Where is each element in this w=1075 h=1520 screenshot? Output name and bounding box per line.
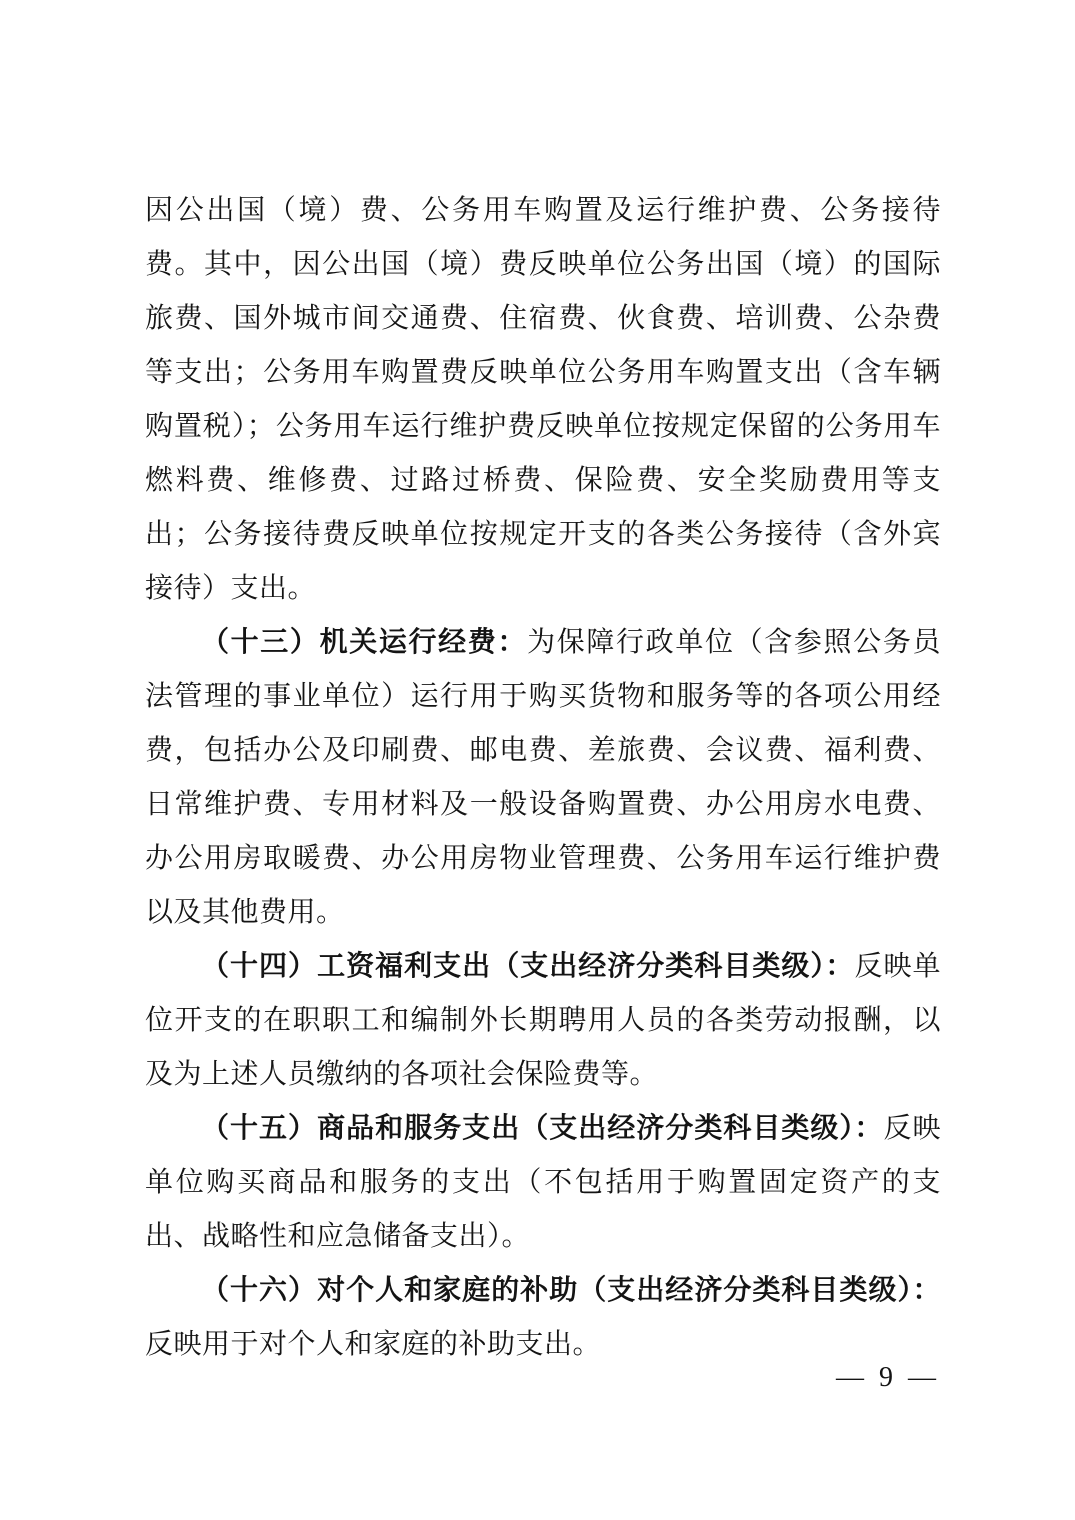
paragraph-item-14 <box>145 940 941 1102</box>
page-body-text <box>145 184 941 1372</box>
paragraph-item-15 <box>145 1102 941 1264</box>
paragraph-text: 因公出国（境）费、公务用车购置及运行维护费、公务接待费。其中，因公出国（境）费反映单位公务出国（境）的国际旅费、国外城市间交通费、住宿费、伙食费、培训费、公杂费等支出；公务用车购置费反映单位公务用车购置支出（含车辆购置税）；公务用车运行维护费反映单位按规定保留的公务用车燃料费、维修费、过路过桥费、保险费、安全奖励费用等支出；公务接待费反映单位按规定开支的各类公务接待（含外宾接待）支出。 <box>145 195 941 604</box>
paragraph-text: 为保障行政单位（含参照公务员法管理的事业单位）运行用于购买货物和服务等的各项公用经费，包括办公及印刷费、邮电费、差旅费、会议费、福利费、日常维护费、专用材料及一般设备购置费、办公用房水电费、办公用房取暖费、办公用房物业管理费、公务用车运行维护费以及其他费用。 <box>145 627 941 928</box>
paragraph-item-13 <box>145 616 941 940</box>
paragraph-continuation <box>145 184 941 616</box>
paragraph-heading: （十五）商品和服务支出（支出经济分类科目类级）： <box>201 1113 884 1144</box>
paragraph-item-16 <box>145 1264 941 1372</box>
paragraph-heading: （十六）对个人和家庭的补助（支出经济分类科目类级）： <box>201 1275 941 1306</box>
paragraph-heading: （十四）工资福利支出（支出经济分类科目类级）： <box>201 951 855 982</box>
paragraph-heading: （十三）机关运行经费： <box>201 627 528 658</box>
paragraph-text: 反映单位开支的在职职工和编制外长期聘用人员的各类劳动报酬，以及为上述人员缴纳的各项社会保险费等。 <box>145 951 941 1090</box>
page-number: — 9 — <box>836 1362 940 1393</box>
paragraph-text: 反映用于对个人和家庭的补助支出。 <box>145 1329 602 1360</box>
paragraph-text: 反映单位购买商品和服务的支出（不包括用于购置固定资产的支出、战略性和应急储备支出）。 <box>145 1113 941 1252</box>
